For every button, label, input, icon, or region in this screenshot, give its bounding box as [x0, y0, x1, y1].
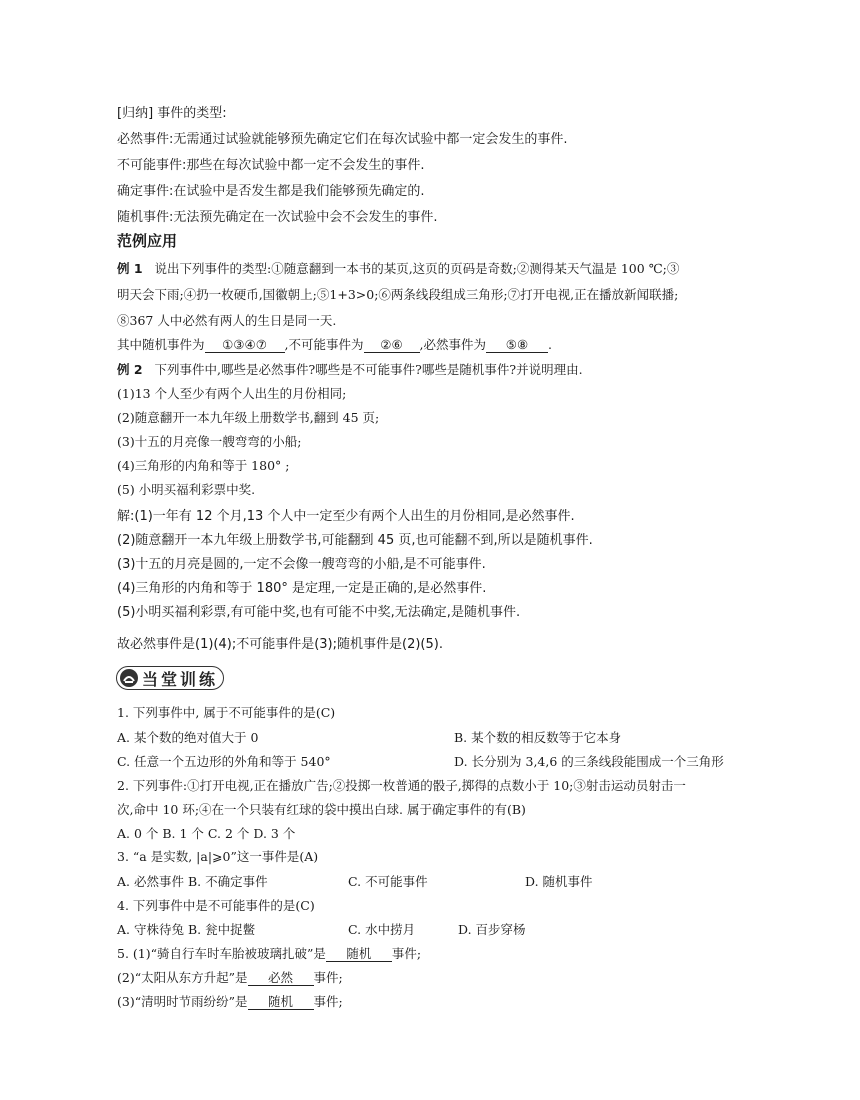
solution-line: 解:(1)一年有 12 个月,13 个人中一定至少有两个人出生的月份相同,是必然事件.	[117, 509, 575, 524]
practice-q5-part2	[117, 968, 343, 986]
q5-suffix: 事件;	[391, 946, 422, 961]
example2-label: 例 2	[117, 362, 143, 377]
practice-q1-option-d: D. 长分别为 3,4,6 的三条线段能围成一个三角形	[454, 754, 724, 769]
definition-random: 随机事件:无法预先确定在一次试验中会不会发生的事件.	[117, 210, 438, 225]
conclusion: 故必然事件是(1)(4);不可能事件是(3);随机事件是(2)(5).	[117, 637, 443, 652]
practice-q1-option-c: C. 任意一个五边形的外角和等于 540°	[117, 754, 331, 769]
example2-question-line	[117, 360, 583, 378]
practice-banner-title: 当堂训练	[142, 670, 219, 689]
solution-line: (2)随意翻开一本九年级上册数学书,可能翻到 45 页,也可能翻不到,所以是随机事件.	[117, 533, 593, 548]
practice-q3-option-c: C. 不可能事件	[348, 874, 428, 889]
example2-item: (5) 小明买福利彩票中奖.	[117, 482, 256, 497]
example2-item: (1)13 个人至少有两个人出生的月份相同;	[117, 386, 347, 401]
practice-q1-stem: 1. 下列事件中, 属于不可能事件的是(C)	[117, 705, 336, 720]
example1-answer	[117, 335, 552, 353]
example1-text-1: 说出下列事件的类型:①随意翻到一本书的某页,这页的页码是奇数;②测得某天气温是 100 ℃;③	[154, 261, 680, 276]
example1-label: 例 1	[117, 261, 143, 276]
definition-certain: 必然事件:无需通过试验就能够预先确定它们在每次试验中都一定会发生的事件.	[117, 132, 568, 147]
solution-line: (4)三角形的内角和等于 180° 是定理,一定是正确的,是必然事件.	[117, 581, 487, 596]
answer-mid1: ,不可能事件为	[284, 337, 364, 352]
practice-q4-option-ab: A. 守株待兔 B. 瓮中捉鳖	[117, 922, 256, 937]
practice-q5-part3	[117, 992, 343, 1010]
practice-q2-options: A. 0 个 B. 1 个 C. 2 个 D. 3 个	[117, 826, 296, 841]
example1-line3: ⑧367 人中必然有两人的生日是同一天.	[117, 313, 337, 328]
practice-q4-option-d: D. 百步穿杨	[458, 922, 526, 937]
practice-icon	[119, 668, 139, 688]
example2-item: (3)十五的月亮像一艘弯弯的小船;	[117, 434, 302, 449]
practice-q1-option-a: A. 某个数的绝对值大于 0	[117, 730, 259, 745]
answer-prefix: 其中随机事件为	[117, 337, 205, 352]
example1-line2: 明天会下雨;④扔一枚硬币,国徽朝上;⑤1+3>0;⑥两条线段组成三角形;⑦打开电视,正在播放新闻联播;	[117, 287, 679, 302]
definition-impossible: 不可能事件:那些在每次试验中都一定不会发生的事件.	[117, 158, 425, 173]
summary-heading: [归纳] 事件的类型:	[117, 106, 227, 121]
example1-line1	[117, 259, 679, 277]
definition-determined: 确定事件:在试验中是否发生都是我们能够预先确定的.	[117, 184, 425, 199]
example2-item: (2)随意翻开一本九年级上册数学书,翻到 45 页;	[117, 410, 380, 425]
solution-line: (5)小明买福利彩票,有可能中奖,也有可能不中奖,无法确定,是随机事件.	[117, 605, 521, 620]
answer-certain-blank: ⑤⑧	[486, 337, 548, 353]
practice-q2-line1: 2. 下列事件:①打开电视,正在播放广告;②投掷一枚普通的骰子,掷得的点数小于 10;③射击运动员射击一	[117, 778, 686, 793]
q5-prefix: (2)“太阳从东方升起”是	[117, 970, 248, 985]
example2-question: 下列事件中,哪些是必然事件?哪些是不可能事件?哪些是随机事件?并说明理由.	[154, 362, 583, 377]
q5-suffix: 事件;	[313, 970, 343, 985]
answer-end: .	[547, 337, 552, 352]
answer-impossible-blank: ②⑥	[364, 337, 420, 353]
practice-q1-option-b: B. 某个数的相反数等于它本身	[454, 730, 622, 745]
answer-mid2: ,必然事件为	[419, 337, 486, 352]
practice-q4-stem: 4. 下列事件中是不可能事件的是(C)	[117, 898, 315, 913]
q5-answer-blank: 必然	[248, 970, 314, 986]
answer-random-blank: ①③④⑦	[205, 337, 285, 353]
solution-line: (3)十五的月亮是圆的,一定不会像一艘弯弯的小船,是不可能事件.	[117, 557, 486, 572]
example2-item: (4)三角形的内角和等于 180° ;	[117, 458, 290, 473]
practice-q3-stem: 3. “a 是实数, |a|⩾0”这一事件是(A)	[117, 849, 319, 864]
section-title: 范例应用	[117, 232, 178, 250]
practice-q3-option-d: D. 随机事件	[525, 874, 593, 889]
q5-prefix: (3)“清明时节雨纷纷”是	[117, 994, 248, 1009]
q5-prefix: 5. (1)“骑自行车时车胎被玻璃扎破”是	[117, 946, 326, 961]
q5-suffix: 事件;	[313, 994, 343, 1009]
practice-q2-line2: 次,命中 10 环;④在一个只装有红球的袋中摸出白球. 属于确定事件的有(B)	[117, 802, 526, 817]
practice-banner	[116, 666, 224, 690]
practice-q3-option-ab: A. 必然事件 B. 不确定事件	[117, 874, 268, 889]
q5-answer-blank: 随机	[326, 946, 392, 962]
q5-answer-blank: 随机	[248, 994, 314, 1010]
practice-q5-part1	[117, 944, 421, 962]
practice-q4-option-c: C. 水中捞月	[348, 922, 416, 937]
